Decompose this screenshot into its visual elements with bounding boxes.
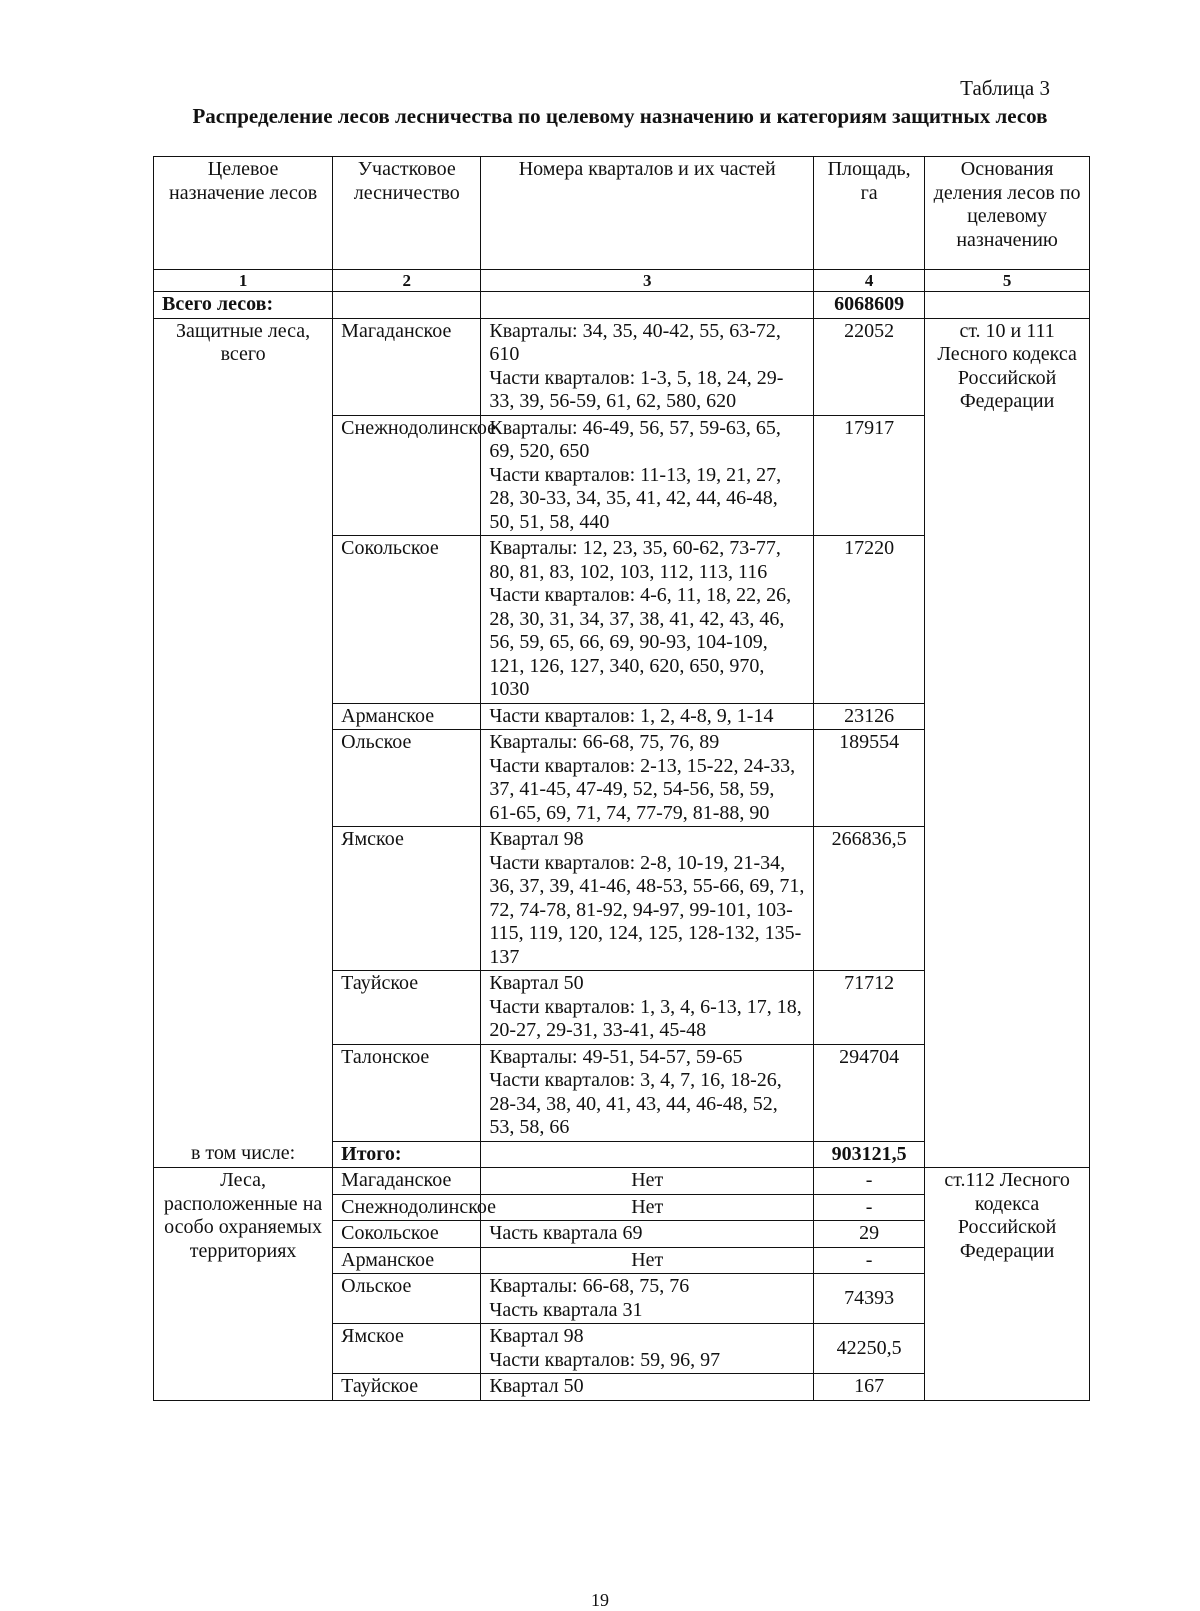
forestry-name: Тауйское bbox=[333, 1374, 481, 1401]
quarters-cell bbox=[481, 1194, 814, 1221]
column-header-quarters: Номера кварталов и их частей bbox=[481, 157, 814, 270]
area-value: 17917 bbox=[814, 415, 925, 536]
quarter-parts-text: Части кварталов: 1, 2, 4-8, 9, 1-14 bbox=[489, 704, 774, 727]
area-value: 266836,5 bbox=[814, 827, 925, 971]
quarter-parts-text: Части кварталов: 3, 4, 7, 16, 18-26, 28-34, 38, 40, 41, 43, 44, 46-48, 52, 53, 58, 66 bbox=[489, 1069, 782, 1138]
area-value: 17220 bbox=[814, 536, 925, 704]
area-value: 42250,5 bbox=[814, 1324, 925, 1374]
protected-territories-section bbox=[154, 1168, 1090, 1401]
table-row bbox=[154, 318, 1090, 415]
area-value: 71712 bbox=[814, 971, 925, 1045]
area-value: 29 bbox=[814, 1221, 925, 1248]
total-area: 6068609 bbox=[814, 292, 925, 319]
quarters-text: Нет bbox=[631, 1195, 664, 1218]
area-value: 189554 bbox=[814, 730, 925, 827]
empty-cell bbox=[333, 292, 481, 319]
quarters-cell bbox=[481, 1044, 814, 1141]
area-value: 294704 bbox=[814, 1044, 925, 1141]
column-number: 2 bbox=[333, 270, 481, 292]
quarters-cell bbox=[481, 1374, 814, 1401]
quarters-text: Нет bbox=[631, 1169, 664, 1191]
quarter-parts-text: Части кварталов: 59, 96, 97 bbox=[489, 1348, 721, 1371]
quarters-text: Кварталы: 46-49, 56, 57, 59-63, 65, 69, 520, 650 bbox=[489, 416, 781, 462]
quarters-cell bbox=[481, 703, 814, 730]
quarters-cell bbox=[481, 827, 814, 971]
area-value: - bbox=[814, 1194, 925, 1221]
quarters-text: Кварталы: 49-51, 54-57, 59-65 bbox=[489, 1045, 743, 1068]
including-label: в том числе: bbox=[154, 1141, 333, 1168]
quarters-text: Квартал 50 bbox=[489, 1375, 584, 1397]
area-value: 23126 bbox=[814, 703, 925, 730]
quarters-cell bbox=[481, 1324, 814, 1374]
forestry-name: Талонское bbox=[333, 1044, 481, 1141]
quarters-text: Квартал 98 bbox=[489, 1325, 584, 1347]
quarter-parts-text: Части кварталов: 11-13, 19, 21, 27, 28, 30-33, 34, 35, 41, 42, 44, 46-48, 50, 51, 58, 440 bbox=[489, 463, 782, 533]
empty-cell bbox=[481, 292, 814, 319]
quarters-cell bbox=[481, 1274, 814, 1324]
protected-territories-label: Леса, расположенные на особо охраняемых территориях bbox=[154, 1168, 333, 1401]
header-row bbox=[154, 157, 1090, 270]
column-number: 1 bbox=[154, 270, 333, 292]
area-value: 74393 bbox=[814, 1274, 925, 1324]
quarters-cell bbox=[481, 1168, 814, 1195]
area-value: 22052 bbox=[814, 318, 925, 415]
quarters-text: Нет bbox=[631, 1248, 664, 1271]
quarters-text: Квартал 98 bbox=[489, 828, 584, 850]
quarter-parts-text: Части кварталов: 1-3, 5, 18, 24, 29-33, 39, 56-59, 61, 62, 580, 620 bbox=[489, 366, 784, 412]
area-value: - bbox=[814, 1168, 925, 1195]
quarters-cell bbox=[481, 1221, 814, 1248]
total-row bbox=[154, 292, 1090, 319]
quarters-text: Кварталы: 66-68, 75, 76, 89 bbox=[489, 731, 720, 753]
subtotal-area: 903121,5 bbox=[814, 1141, 925, 1168]
forestry-name: Магаданское bbox=[333, 1168, 481, 1195]
quarter-parts-text: Части кварталов: 2-8, 10-19, 21-34, 36, 37, 39, 41-46, 48-53, 55-66, 69, 71, 72, 74-78, 81-92, 94-97, 99-101, 103-115, 119, 120, 124, 125, 128-132, 135-137 bbox=[489, 851, 805, 968]
area-value: - bbox=[814, 1247, 925, 1274]
page-number: 19 bbox=[591, 1590, 609, 1610]
forestry-name: Снежнодолинское bbox=[333, 1194, 481, 1221]
protective-forests-label: Защитные леса, всего bbox=[154, 318, 333, 1141]
forestry-name: Сокольское bbox=[333, 1221, 481, 1248]
quarters-text: Часть квартала 69 bbox=[489, 1222, 643, 1244]
document-title: Распределение лесов лесничества по целевому назначению и категориям защитных лесов bbox=[192, 104, 1048, 128]
column-number: 5 bbox=[925, 270, 1090, 292]
forestry-name: Арманское bbox=[333, 1247, 481, 1274]
forestry-name: Магаданское bbox=[333, 318, 481, 415]
forestry-name: Арманское bbox=[333, 703, 481, 730]
quarters-text: Кварталы: 12, 23, 35, 60-62, 73-77, 80, 81, 83, 102, 103, 112, 113, 116 bbox=[489, 537, 781, 583]
protective-forests-section bbox=[154, 318, 1090, 1168]
quarters-text: Квартал 50 bbox=[489, 972, 584, 994]
forestry-name: Ольское bbox=[333, 730, 481, 827]
empty-cell bbox=[481, 1141, 814, 1168]
quarters-cell bbox=[481, 318, 814, 415]
column-numbers-row bbox=[154, 270, 1090, 292]
column-header-area: Площадь, га bbox=[814, 157, 925, 270]
column-header-purpose: Целевое назначение лесов bbox=[154, 157, 333, 270]
quarters-cell bbox=[481, 415, 814, 536]
forestry-name: Снежнодолинское bbox=[333, 415, 481, 536]
area-value: 167 bbox=[814, 1374, 925, 1401]
column-header-basis: Основания деления лесов по целевому назначению bbox=[925, 157, 1090, 270]
empty-cell bbox=[925, 292, 1090, 319]
quarters-cell bbox=[481, 730, 814, 827]
subtotal-label: Итого: bbox=[333, 1141, 481, 1168]
forestry-name: Сокольское bbox=[333, 536, 481, 704]
table-label: Таблица 3 bbox=[960, 76, 1050, 100]
column-header-forestry: Участковое лесничество bbox=[333, 157, 481, 270]
quarter-parts-text: Части кварталов: 2-13, 15-22, 24-33, 37, 41-45, 47-49, 52, 54-56, 58, 59, 61-65, 69, 71, 74, 77-79, 81-88, 90 bbox=[489, 754, 796, 824]
column-number: 3 bbox=[481, 270, 814, 292]
table-row bbox=[154, 1168, 1090, 1195]
forestry-name: Ольское bbox=[333, 1274, 481, 1324]
quarter-parts-text: Части кварталов: 1, 3, 4, 6-13, 17, 18, 20-27, 29-31, 33-41, 45-48 bbox=[489, 995, 802, 1041]
quarters-cell bbox=[481, 971, 814, 1045]
quarters-cell bbox=[481, 536, 814, 704]
protective-legal-basis: ст. 10 и 111 Лесного кодекса Российской Федерации bbox=[925, 318, 1090, 1168]
forest-distribution-table bbox=[153, 156, 1090, 1401]
quarters-text: Кварталы: 34, 35, 40-42, 55, 63-72, 610 bbox=[489, 319, 781, 365]
forestry-name: Ямское bbox=[333, 827, 481, 971]
total-label: Всего лесов: bbox=[154, 292, 333, 319]
quarter-parts-text: Часть квартала 31 bbox=[489, 1298, 643, 1321]
quarters-text: Кварталы: 66-68, 75, 76 bbox=[489, 1275, 690, 1297]
forestry-name: Тауйское bbox=[333, 971, 481, 1045]
forestry-name: Ямское bbox=[333, 1324, 481, 1374]
protected-legal-basis: ст.112 Лесного кодекса Российской Федерации bbox=[925, 1168, 1090, 1401]
quarter-parts-text: Части кварталов: 4-6, 11, 18, 22, 26, 28, 30, 31, 34, 37, 38, 41, 42, 43, 46, 56, 59, 65, 66, 69, 90-93, 104-109, 121, 126, 127, 340, 620, 650, 970, 1030 bbox=[489, 584, 792, 700]
column-number: 4 bbox=[814, 270, 925, 292]
quarters-cell bbox=[481, 1247, 814, 1274]
